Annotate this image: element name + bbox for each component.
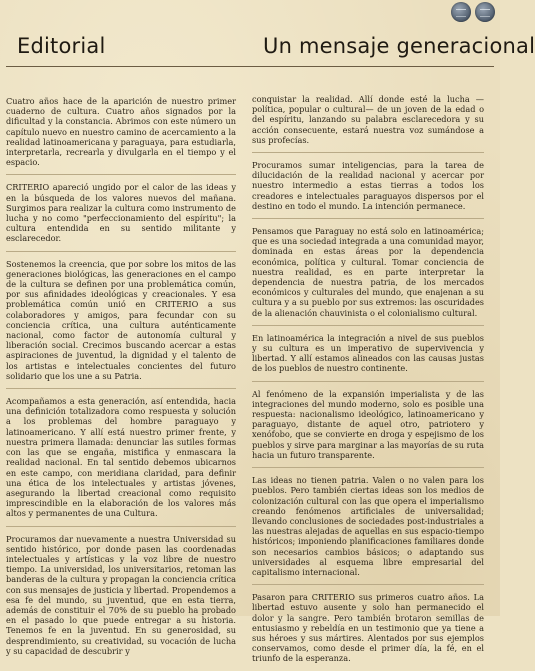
paragraph: Al fenómeno de la expansión imperialista y de las integraciones del mundo moderno, solo es posible una respuesta: nacionalismo ideológico, latinoamericano y paraguayo, distante de aquel otro, patriotero y xenófobo, que se convierte en droga y espejismo de los pueblos y sirve para marginar a las mayorías de su ruta hacia un futuro transparente. — [252, 381, 484, 460]
coin-stamp-icon — [451, 2, 471, 22]
paragraph: conquistar la realidad. Allí donde esté la lucha —política, popular o cultural— de un joven de la edad o del espíritu, lanzando su palabra esclarecedora y su acción consecuente, estará nuestra voz sumándose a sus profecías. — [252, 94, 484, 145]
paragraph: Pensamos que Paraguay no está solo en latinoamérica; que es una sociedad integrada a una comunidad mayor, dominada en estas áreas por la dependencia económica, política y cultural. Tomar conciencia de nuestra realidad, es en parte interpretar la dependencia de nuestra patria, de los mercados económicos y culturales del mundo, que enajenan a su cultura y a su pueblo por sus extremos: las oscuridades de la alienación chauvinista o el colonialismo cultural. — [252, 218, 484, 318]
title-divider — [6, 66, 494, 67]
paragraph: Pasaron para CRITERIO sus primeros cuatro años. La libertad estuvo ausente y solo han permanecido el dolor y la sangre. Pero también brotaron semillas de entusiasmo y rebeldía en un testimonio que ya tiene a sus héroes y sus mártires. Alentados por sus ejemplos conservamos, como desde el primer día, la fé, en el triunfo de la esperanza. — [252, 584, 484, 663]
paragraph: Las ideas no tienen patria. Valen o no valen para los pueblos. Pero también ciertas ideas son los medios de colonización cultural con las que opera el imperialismo creando fenómenos artificiales de universalidad; llevando conclusiones de sociedades post-industriales a las nuestras alejadas de aquellas en sus espacio-tiempo históricos; imponiendo planificaciones familiares donde son necesarios cambios básicos; o adaptando sus universidades al esquema libre empresarial del capitalismo internacional. — [252, 467, 484, 577]
coin-stamp-icon — [475, 2, 495, 22]
article-column-right — [252, 94, 484, 671]
paragraph: Procuramos dar nuevamente a nuestra Universidad su sentido histórico, por donde pasen las coordenadas intelectuales y artísticas y la voz libre de nuestro tiempo. La universidad, los universitarios, retoman las banderas de la cultura y propagan la conciencia crítica con sus mensajes de justicia y libertad. Propendemos a esa fe del mundo, su juventud, que en esta tierra, además de constituir el 70% de su pueblo ha probado en el pasado lo que puede entregar a su historia. Tenemos fe en la juventud. En su generosidad, su desprendimiento, su creatividad, su vocación de lucha y su capacidad de descubrir y — [6, 526, 236, 656]
article-column-left — [6, 96, 236, 663]
paragraph: En latinoamérica la integración a nivel de sus pueblos y su cultura es un imperativo de supervivencia y libertad. Y allí estamos alineados con las causas justas de los pueblos de nuestro continente. — [252, 325, 484, 374]
paragraph: Cuatro años hace de la aparición de nuestro primer cuaderno de cultura. Cuatro años signados por la dificultad y la constancia. Abrimos con este número un capítulo nuevo en nuestro camino de acercamiento a la realidad latinoamericana y paraguaya, para estudiarla, interpretarla, recrearla y divulgarla en el tiempo y el espacio. — [6, 96, 236, 168]
article-title: Un mensaje generacional — [263, 34, 535, 58]
section-title: Editorial — [17, 34, 106, 58]
paragraph: Acompañamos a esta generación, así entendida, hacia una definición totalizadora como respuesta y solución a los problemas del hombre paraguayo y latinoamericano. Y allí está nuestro primer frente, y nuestra primera llamada: denunciar las sutiles formas con las que se engaña, mistifica y enmascara la realidad nacional. En tal sentido debemos ubicarnos en este campo, con meridiana claridad, para definir una ética de los intelectuales y artistas jóvenes, asegurando la libertad creacional como requisito imprescindible en la elaboración de los valores más altos y permanentes de una Cultura. — [6, 388, 236, 518]
paragraph: CRITERIO apareció ungido por el calor de las ideas y en la búsqueda de los valores nuevos del mañana. Surgimos para realizar la cultura como instrumento de lucha y no como "perfeccionamiento del espíritu"; la cultura entendida en su sentido militante y esclarecedor. — [6, 174, 236, 243]
paragraph: Sostenemos la creencia, que por sobre los mitos de las generaciones biológicas, las generaciones en el campo de la cultura se definen por una problemática común, por sus afinidades ideológicas y creacionales. Y esa problemática común unió en CRITERIO a sus colaboradores y amigos, para fecundar con su conciencia crítica, una cultura auténticamente nacional, como factor de autonomía cultural y liberación social. Crecimos buscando acercar a estas aspiraciones de juventud, la dignidad y el talento de los artistas e intelectuales concientes del futuro solidario que los une a su Patria. — [6, 251, 236, 381]
paragraph: Procuramos sumar inteligencias, para la tarea de dilucidación de la realidad nacional y acercar por nuestro intermedio a estas tierras a todos los creadores e intelectuales paraguayos dispersos por el destino en todo el mundo. La intención permanece. — [252, 152, 484, 211]
